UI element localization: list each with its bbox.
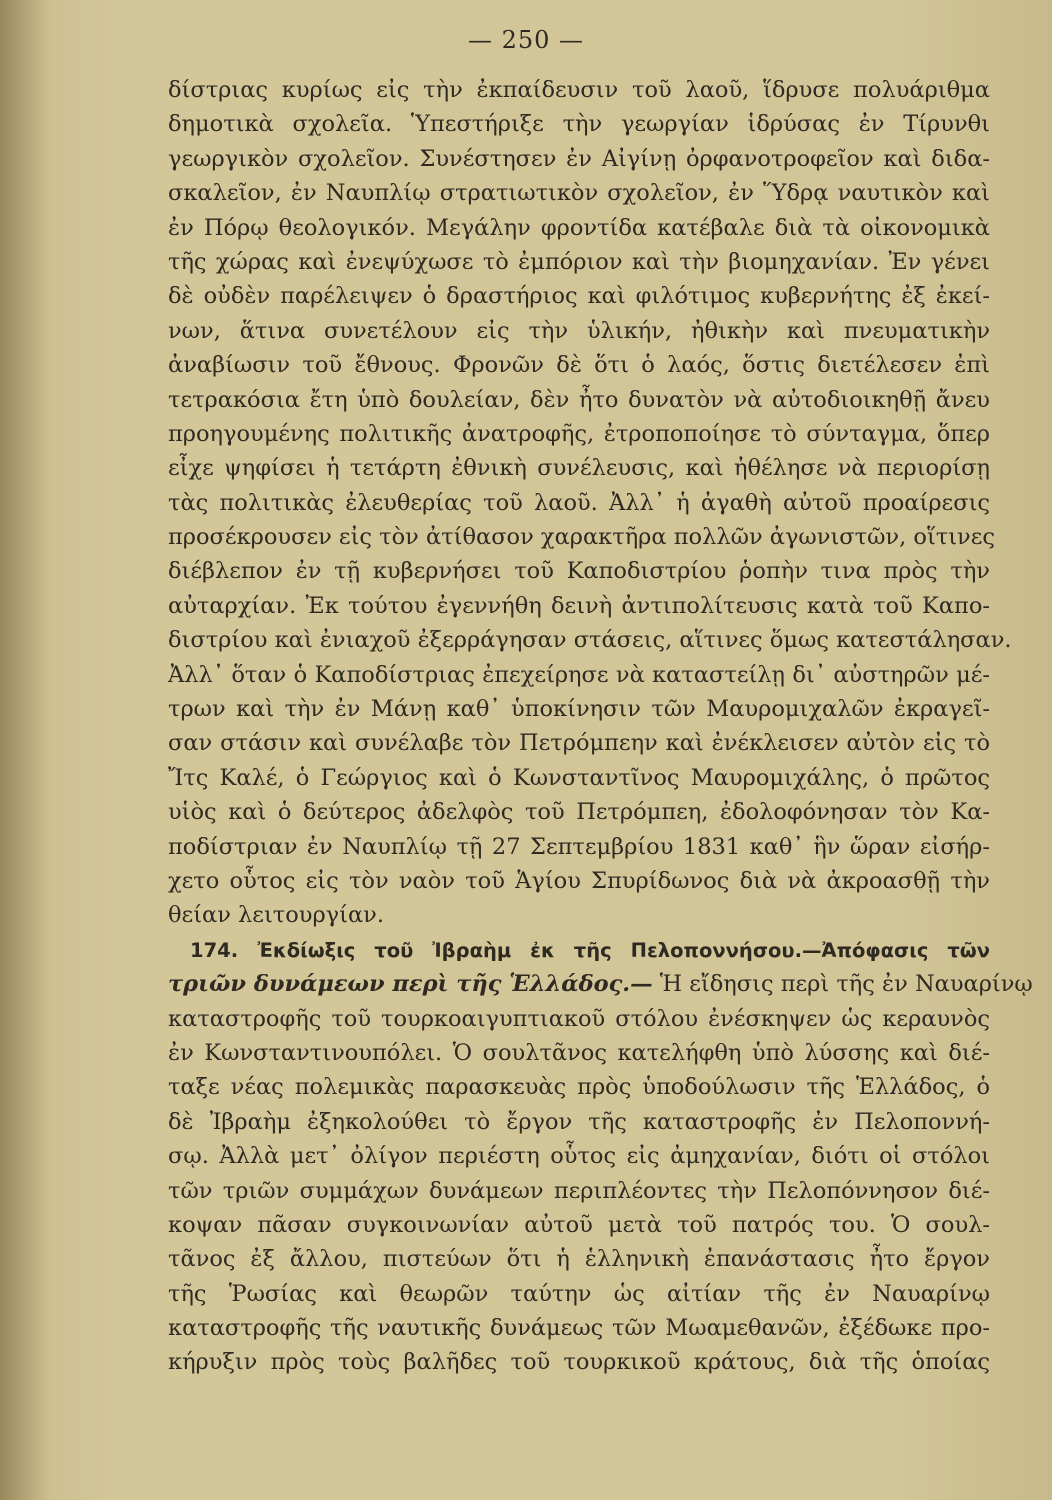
paragraph-1 xyxy=(168,73,1012,933)
text-line: τῆς Ῥωσίας καὶ θεωρῶν ταύτην ὡς αἰτίαν τῆς ἐν Ναυαρίνῳ xyxy=(168,1280,990,1307)
text-line: ποδίστριαν ἐν Ναυπλίῳ τῇ 27 Σεπτεμβρίου 1831 καθ᾽ ἣν ὥραν εἰσήρ- xyxy=(168,833,990,860)
text-line: δὲ Ἰβραὴμ ἐξηκολούθει τὸ ἔργον τῆς καταστροφῆς ἐν Πελοποννή- xyxy=(168,1108,990,1135)
text-line: καταστροφῆς τῆς ναυτικῆς δυνάμεως τῶν Μωαμεθανῶν, ἐξέδωκε προ- xyxy=(168,1315,990,1342)
text-line: δὲ οὐδὲν παρέλειψεν ὁ δραστήριος καὶ φιλότιμος κυβερνήτης ἐξ ἐκεί- xyxy=(168,283,990,310)
text-line: προηγουμένης πολιτικῆς ἀνατροφῆς, ἐτροποποίησε τὸ σύνταγμα, ὅπερ xyxy=(168,420,990,447)
text-line: δημοτικὰ σχολεῖα. Ὑπεστήριξε τὴν γεωργίαν ἱδρύσας ἐν Τίρυνθι xyxy=(168,111,990,138)
section-heading-line-1 xyxy=(168,933,990,967)
text-line: τᾶνος ἐξ ἄλλου, πιστεύων ὅτι ἡ ἑλληνικὴ ἐπανάστασις ἦτο ἔργον xyxy=(168,1246,990,1273)
page-number: — 250 — xyxy=(467,26,585,54)
section-heading-tail: Ἡ εἴδησις περὶ τῆς ἐν Ναυαρίνῳ xyxy=(659,971,1033,998)
text-line: διστρίου καὶ ἐνιαχοῦ ἐξερράγησαν στάσεις, αἵτινες ὅμως κατεστάλησαν. xyxy=(168,627,1012,654)
text-line: δίστριας κυρίως εἰς τὴν ἐκπαίδευσιν τοῦ λαοῦ, ἵδρυσε πολυάριθμα xyxy=(168,77,990,103)
text-line: σαν στάσιν καὶ συνέλαβε τὸν Πετρόμπεην καὶ ἐνέκλεισεν αὐτὸν εἰς τὸ xyxy=(168,730,990,757)
text-line: ἀναβίωσιν τοῦ ἔθνους. Φρονῶν δὲ ὅτι ὁ λαός, ὅστις διετέλεσεν ἐπὶ xyxy=(168,352,990,379)
section-174 xyxy=(168,933,1033,1380)
text-line: ἐν Πόρῳ θεολογικόν. Μεγάλην φροντίδα κατέβαλε διὰ τὰ οἰκονομικὰ xyxy=(168,214,990,241)
text-line: σκαλεῖον, ἐν Ναυπλίῳ στρατιωτικὸν σχολεῖον, ἐν Ὕδρᾳ ναυτικὸν καὶ xyxy=(168,180,990,207)
section-number: 174. xyxy=(190,938,239,962)
text-line: τρων καὶ τὴν ἐν Μάνῃ καθ᾽ ὑποκίνησιν τῶν Μαυρομιχαλῶν ἐκραγεῖ- xyxy=(168,696,990,723)
text-line: εἶχε ψηφίσει ἡ τετάρτη ἐθνικὴ συνέλευσις, καὶ ἠθέλησε νὰ περιορίσῃ xyxy=(168,455,990,482)
text-line: τετρακόσια ἔτη ὑπὸ δουλείαν, δὲν ἦτο δυνατὸν νὰ αὐτοδιοικηθῇ ἄνευ xyxy=(168,386,990,413)
text-line: ταξε νέας πολεμικὰς παρασκευὰς πρὸς ὑποδούλωσιν τῆς Ἑλλάδος, ὁ xyxy=(168,1074,990,1101)
section-heading-continuation: τριῶν δυνάμεων περὶ τῆς Ἑλλάδος.— xyxy=(168,971,653,998)
text-line: τῆς χώρας καὶ ἐνεψύχωσε τὸ ἐμπόριον καὶ τὴν βιομηχανίαν. Ἐν γένει xyxy=(168,248,990,275)
text-line: Ἴτς Καλέ, ὁ Γεώργιος καὶ ὁ Κωνσταντῖνος Μαυρομιχάλης, ὁ πρῶτος xyxy=(168,764,990,791)
text-line: Ἀλλ᾽ ὅταν ὁ Καποδίστριας ἐπεχείρησε νὰ καταστείλῃ δι᾽ αὐστηρῶν μέ- xyxy=(168,661,990,688)
text-line: τῶν τριῶν συμμάχων δυνάμεων περιπλέοντες τὴν Πελοπόννησον διέ- xyxy=(168,1177,990,1204)
text-line: γεωργικὸν σχολεῖον. Συνέστησεν ἐν Αἰγίνῃ ὀρφανοτροφεῖον καὶ διδα- xyxy=(168,145,990,172)
text-line: διέβλεπον ἐν τῇ κυβερνήσει τοῦ Καποδιστρίου ῥοπὴν τινα πρὸς τὴν xyxy=(168,558,990,585)
text-line: αὐταρχίαν. Ἐκ τούτου ἐγεννήθη δεινὴ ἀντιπολίτευσις κατὰ τοῦ Καπο- xyxy=(168,592,990,619)
binding-gutter xyxy=(0,0,52,1500)
text-line: θείαν λειτουργίαν. xyxy=(168,902,384,929)
text-line: κοψαν πᾶσαν συγκοινωνίαν αὐτοῦ μετὰ τοῦ πατρός του. Ὁ σουλ- xyxy=(168,1211,990,1238)
text-line: ἐν Κωνσταντινουπόλει. Ὁ σουλτᾶνος κατελήφθη ὑπὸ λύσσης καὶ διέ- xyxy=(168,1039,990,1066)
text-line: νων, ἅτινα συνετέλουν εἰς τὴν ὑλικήν, ἠθικὴν καὶ πνευματικὴν xyxy=(168,317,990,344)
section-heading: Ἐκδίωξις τοῦ Ἰβραὴμ ἐκ τῆς Πελοποννήσου.—Ἀπόφασις τῶν xyxy=(257,938,991,962)
text-line: υἱὸς καὶ ὁ δεύτερος ἀδελφὸς τοῦ Πετρόμπεη, ἐδολοφόνησαν τὸν Κα- xyxy=(168,799,990,826)
text-line: προσέκρουσεν εἰς τὸν ἀτίθασον χαρακτῆρα πολλῶν ἀγωνιστῶν, οἵτινες xyxy=(168,524,995,551)
text-line: κήρυξιν πρὸς τοὺς βαλῆδες τοῦ τουρκικοῦ κράτους, διὰ τῆς ὁποίας xyxy=(168,1349,990,1376)
text-line: χετο οὗτος εἰς τὸν ναὸν τοῦ Ἁγίου Σπυρίδωνος διὰ νὰ ἀκροασθῇ τὴν xyxy=(168,867,990,894)
body-text xyxy=(168,73,1033,1380)
text-line: σῳ. Ἀλλὰ μετ᾽ ὀλίγον περιέστη οὗτος εἰς ἀμηχανίαν, διότι οἱ στόλοι xyxy=(168,1143,990,1170)
section-heading-line-2 xyxy=(168,967,1033,1001)
text-line: καταστροφῆς τοῦ τουρκοαιγυπτιακοῦ στόλου ἐνέσκηψεν ὡς κεραυνὸς xyxy=(168,1005,990,1032)
text-line: τὰς πολιτικὰς ἐλευθερίας τοῦ λαοῦ. Ἀλλ᾽ ἡ ἀγαθὴ αὐτοῦ προαίρεσις xyxy=(168,489,990,516)
section-body xyxy=(168,1002,990,1380)
